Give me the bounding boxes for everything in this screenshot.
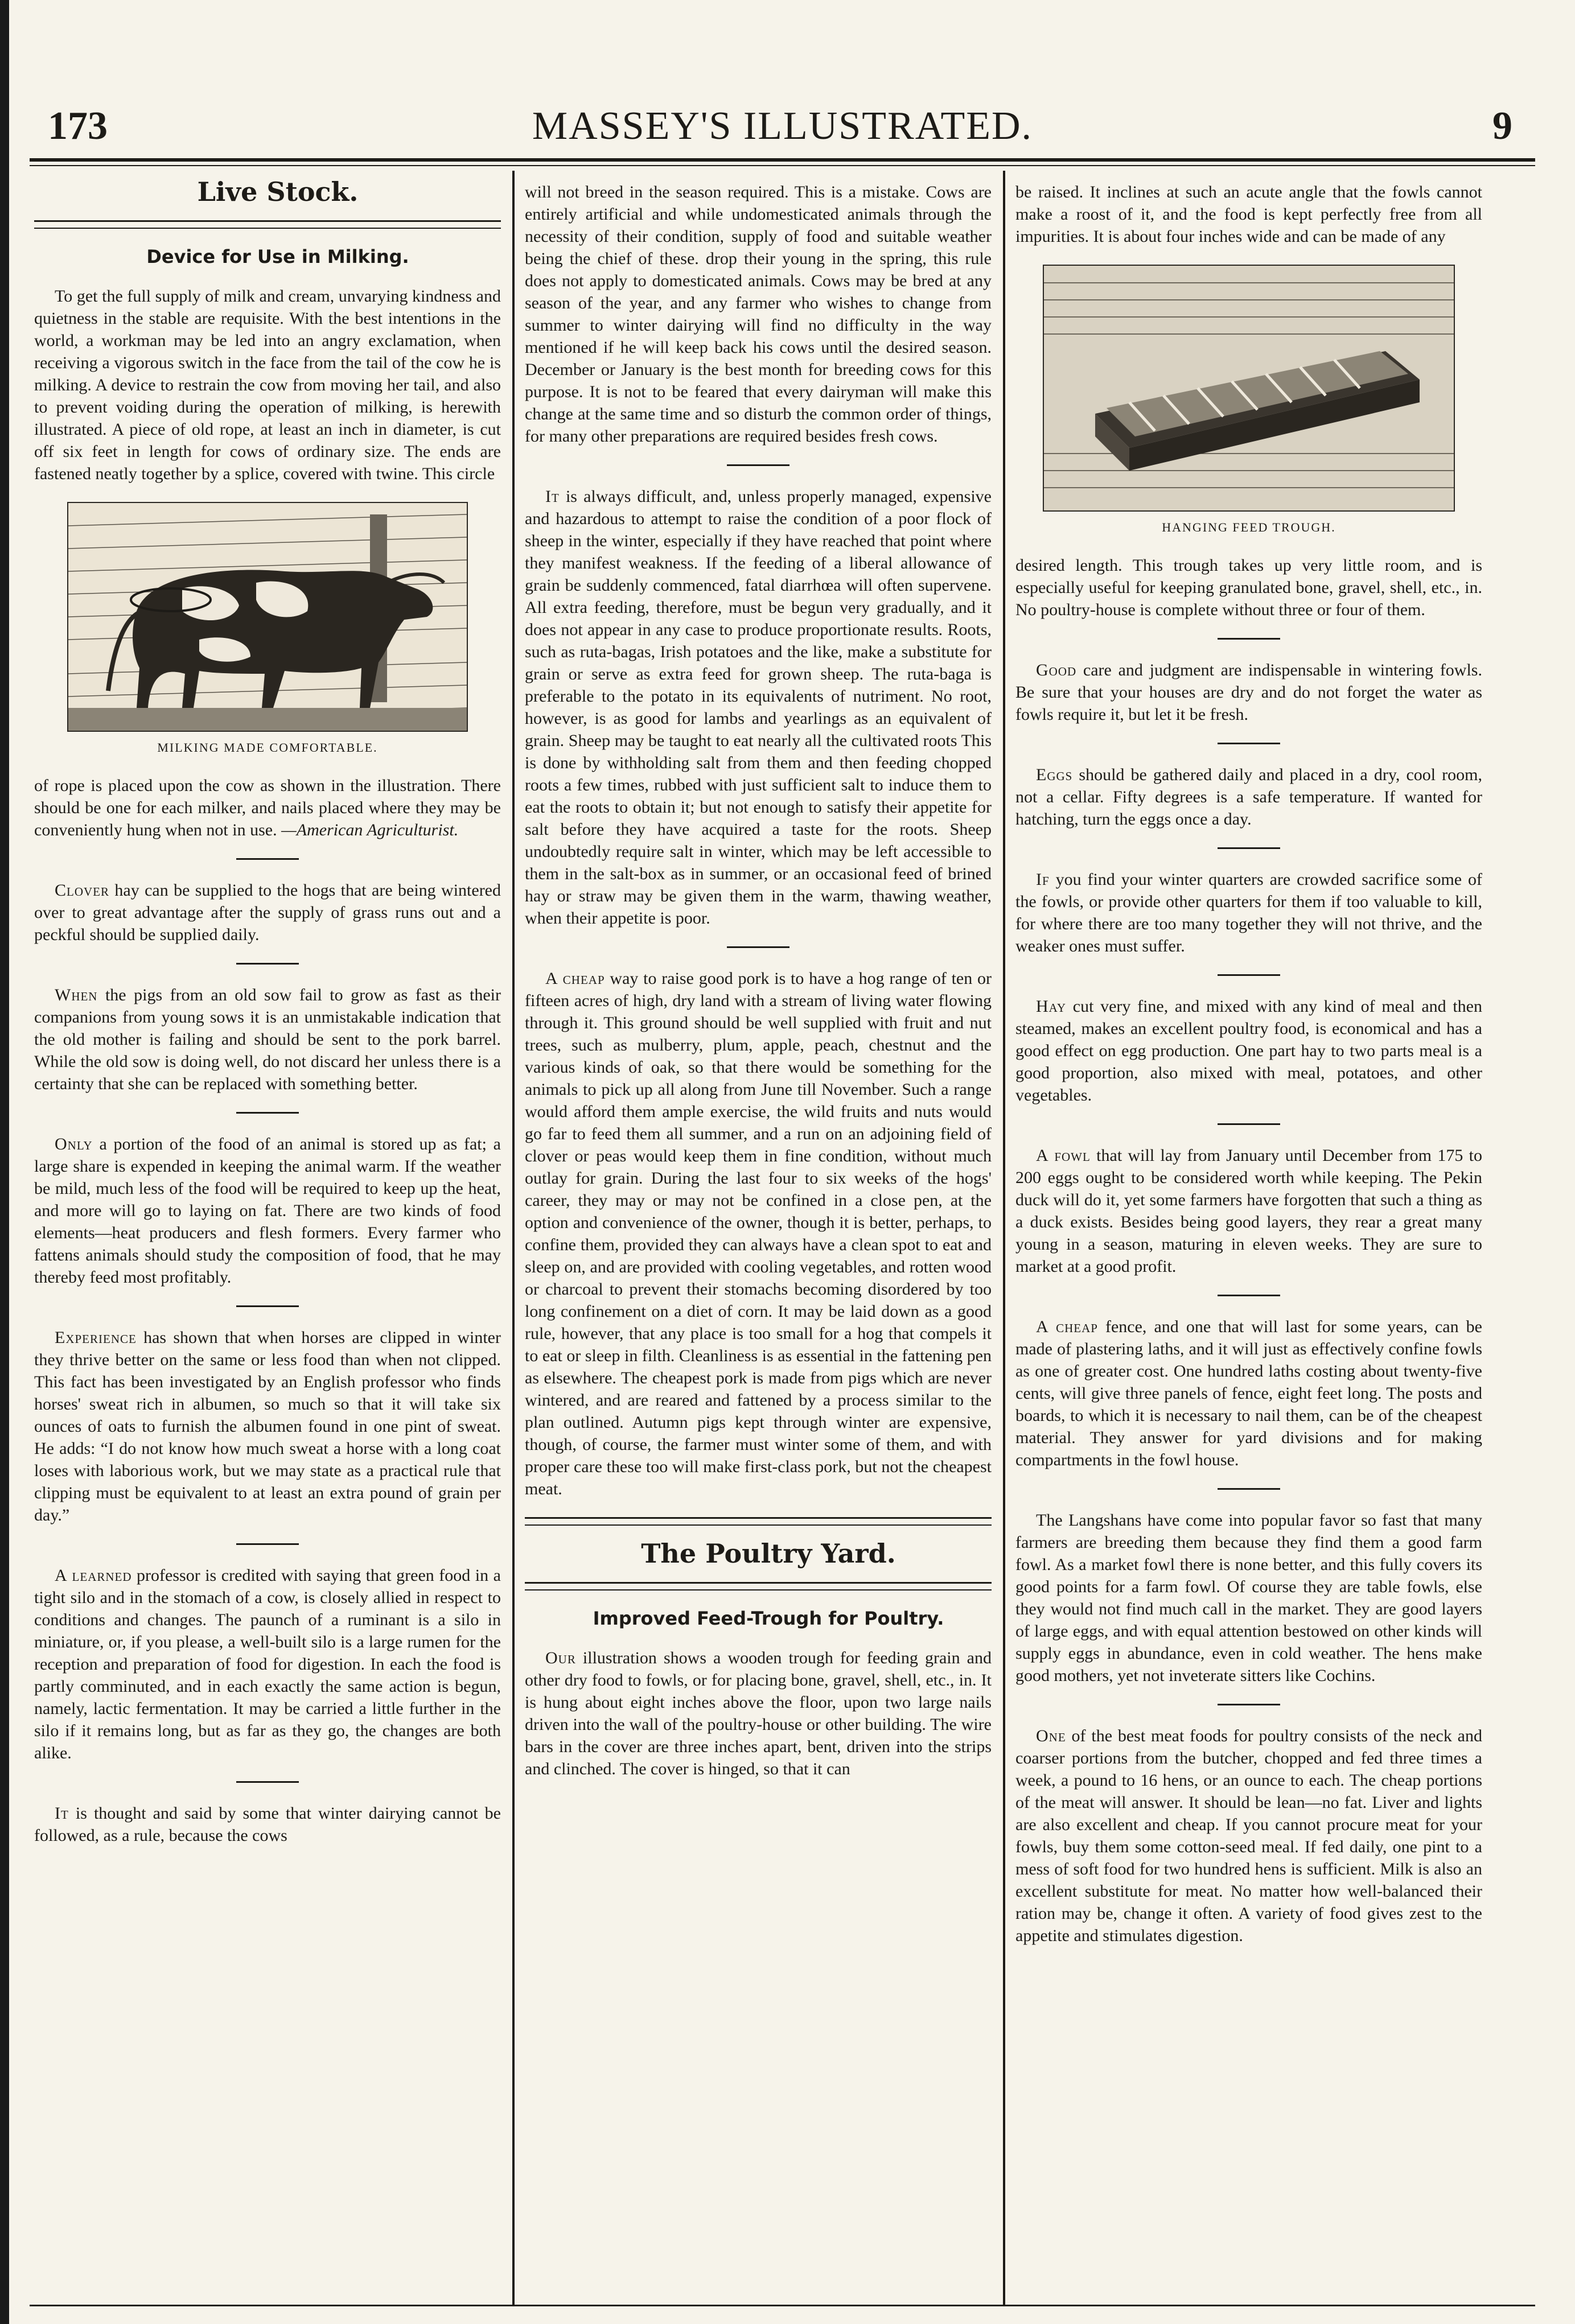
figure-caption-trough: HANGING FEED TROUGH. — [1162, 520, 1336, 534]
trough-illustration — [1043, 265, 1455, 512]
item-text: should be gathered daily and placed in a dry, cool room, not a cellar. Fifty degrees is a safe temperature. If wanted for hatching, turn the eggs once a day. — [1015, 765, 1482, 829]
article-paragraph — [34, 774, 501, 841]
lead-word: Good — [1036, 661, 1077, 679]
item-separator — [1218, 1704, 1280, 1705]
item-separator — [1218, 974, 1280, 976]
paragraph-text: of rope is placed upon the cow as shown in the illustration. There should be one for each milker, and nails placed where they may be conveniently hung when not in use. — [34, 776, 501, 839]
masthead-title: MASSEY'S ILLUSTRATED. — [532, 104, 1033, 148]
item-eggs — [1015, 764, 1482, 830]
item-langshans: The Langshans have come into popular favor so fast that many farmers are breeding them because they find them a good farm fowl. As a market fowl there is none better, and this fully covers its good points for a farm fowl. Of course they are table fowls, else they would not find much call in the market. They are good layers of large eggs, and with equal attention bestowed on other kinds will supply eggs in abundance, even in cold weather. The hens make good mothers, yet not inveterate sitters like Cochins. — [1015, 1511, 1482, 1685]
article-paragraph: To get the full supply of milk and cream, unvarying kindness and quietness in the stable are requisite. With the best intentions in the world, a workman may be led into an angry exclamation, when receiving a vigorous switch in the face from the tail of the cow he is milking. A device to restrain the cow from moving her tail, and also to prevent voiding during the operation of milking, is herewith illustrated. A piece of old rope, at least an inch in diameter, is cut off six feet in length for cows of ordinary size. The ends are fastened neatly together by a splice, covered with twine. This circle — [34, 287, 501, 483]
column-2 — [525, 181, 992, 1797]
item-fowl — [1015, 1144, 1482, 1278]
item-text: cut very fine, and mixed with any kind of meal and then steamed, makes an excellent poultry food, is economical and has a good effect on egg production. One part hay to two parts meal is a good proportion, also mixed with meal, potatoes, and other vegetables. — [1015, 997, 1482, 1105]
lead-word: Hay — [1036, 997, 1067, 1016]
article-head-feed-trough: Improved Feed-Trough for Poultry. — [593, 1608, 944, 1629]
column-divider-1 — [512, 171, 515, 2305]
item-separator — [1218, 847, 1280, 849]
item-separator — [1218, 638, 1280, 640]
lead-word: Eggs — [1036, 765, 1073, 784]
item-separator — [236, 1543, 299, 1545]
item-good — [1015, 659, 1482, 726]
item-text: the pigs from an old sow fail to grow as fast as their companions from young sows it is an unmistakable indication that the old mother is failing and should be sent to the pork barrel. While the old sow is doing well, do not discard her unless there is a certainty that she can be replaced with something better. — [34, 986, 501, 1093]
item-pork — [525, 967, 992, 1500]
page-number-left: 173 — [48, 104, 108, 148]
article-paragraph: be raised. It inclines at such an acute angle that the fowls cannot make a roost of it, and the food is kept perfectly free from all impurities. It is about four inches wide and can be made of any — [1015, 183, 1482, 246]
article-head-milking: Device for Use in Milking. — [146, 246, 409, 267]
item-meat-foods — [1015, 1725, 1482, 1947]
section-rule — [525, 1582, 992, 1590]
lead-word: A fowl — [1036, 1146, 1091, 1165]
item-text: fence, and one that will last for some years, can be made of plastering laths, and it will just as effectively confine fowls as one of greater cost. One hundred laths costing about twenty-five cents, will give three panels of fence, eight feet long. The posts and boards, to which it is necessary to nail them, can be of the cheapest material. They answer for yard divisions and for making compartments in the fowl house. — [1015, 1317, 1482, 1469]
item-text: a portion of the food of an animal is stored up as fat; a large share is expended in keeping the animal warm. If the weather be mild, much less of the food will be required to keep up the heat, and more will go to laying on fat. There are two kinds of food elements—heat producers and flesh formers. Every farmer who fattens animals should study the composition of food, that he may thereby feed most profitably. — [34, 1135, 501, 1287]
item-hay — [1015, 995, 1482, 1106]
item-experience — [34, 1326, 501, 1526]
item-clover — [34, 879, 501, 946]
item-separator — [1218, 1295, 1280, 1296]
lead-word: A learned — [55, 1566, 132, 1585]
article-paragraph: will not breed in the season required. This is a mistake. Cows are entirely artificial and while undomesticated animals through the necessity of their condition, supply of food and suitable weather being the chief of these. drop their young in the spring, this rule does not apply to domesticated animals. Cows may be bred at any season of the year, and any farmer who wishes to change from summer to winter dairying will find no difficulty in the way mentioned if he will keep back his cows until the desired season. December or January is the best month for breeding cows for this purpose. It is not to be feared that every dairyman will make this change at the same time and so disturb the common order of things, for many other preparations are required besides fresh cows. — [525, 183, 992, 446]
page-header — [30, 96, 1535, 153]
lead-word: Only — [55, 1135, 93, 1153]
source-credit: —American Agriculturist. — [281, 821, 459, 839]
column-1 — [34, 176, 501, 1864]
page-number-right: 9 — [1492, 104, 1512, 148]
column-3 — [1015, 181, 1482, 1964]
lead-word: Clover — [55, 881, 110, 900]
item-separator — [1218, 743, 1280, 744]
lead-word: Experience — [55, 1328, 137, 1347]
item-separator — [1218, 1488, 1280, 1490]
item-sheep — [525, 485, 992, 929]
item-winter-dairying — [34, 1802, 501, 1847]
item-separator — [727, 946, 789, 948]
item-text: of the best meat foods for poultry consists of the neck and coarser portions from the butcher, chopped and fed three times a week, a pound to 16 hens, or an ounce to each. The cheap portions of the meat will answer. It should be lean—no fat. Liver and lights are also excellent and cheap. If you cannot procure meat for your fowls, buy them some cotton-seed meal. If fed daily, one pint to a mess of soft food for two hundred hens is sufficient. Milk is also an excellent substitute for meat. No matter how well-balanced their ration may be, change it often. A variety of food gives zest to the appetite and stimulates digestion. — [1015, 1726, 1482, 1945]
lead-word: It — [55, 1804, 69, 1823]
section-rule — [525, 1517, 992, 1526]
item-separator — [236, 858, 299, 860]
lead-word: When — [55, 986, 98, 1004]
item-separator — [236, 963, 299, 965]
item-separator — [727, 464, 789, 466]
section-title-poultry-yard: The Poultry Yard. — [641, 1538, 896, 1569]
item-text: care and judgment are indispensable in wintering fowls. Be sure that your houses are dry and do not forget the water as fowls require it, but let it be fresh. — [1015, 661, 1482, 724]
scan-edge — [0, 0, 9, 2324]
item-text: illustration shows a wooden trough for feeding grain and other dry food to fowls, or for placing bone, gravel, shell, etc., in. It is hung about eight inches above the floor, upon two large nails driven into the wall of the poultry-house or other building. The wire bars in the cover are three inches apart, bent, driven into the strips and clinched. The cover is hinged, so that it can — [525, 1649, 992, 1778]
figure-caption-milking: MILKING MADE COMFORTABLE. — [157, 740, 378, 755]
item-when — [34, 984, 501, 1095]
header-rule-thin — [30, 165, 1535, 166]
item-text: that will lay from January until December from 175 to 200 eggs ought to be considered worth while keeping. The Pekin duck will do it, yet some farmers have forgotten that such a thing as a duck exists. Besides being good layers, they rear a great many young in a season, maturing in eleven weeks. They are sure to market at a good profit. — [1015, 1146, 1482, 1276]
item-separator — [236, 1781, 299, 1783]
lead-word: A cheap — [545, 969, 605, 988]
header-rule — [30, 158, 1535, 162]
article-paragraph: desired length. This trough takes up very little room, and is especially useful for keeping granulated bone, gravel, shell, etc., in. No poultry-house is complete without three or four of them. — [1015, 556, 1482, 619]
column-divider-2 — [1003, 171, 1005, 2305]
section-rule — [34, 220, 501, 229]
item-text: professor is credited with saying that green food in a tight silo and in the stomach of a cow, is closely allied in respect to conditions and changes. The paunch of a ruminant is a silo in miniature, or, if you please, a well-built silo is a large rumen for the reception and preparation of food for digestion. In each the food is partly comminuted, and in each exactly the same action is begun, namely, lactic fermentation. It may be carried a little further in the silo if it remains long, but as far as they go, the changes are both alike. — [34, 1566, 501, 1762]
footer-rule — [30, 2305, 1535, 2306]
lead-word: Our — [545, 1649, 576, 1667]
item-text: is thought and said by some that winter dairying cannot be followed, as a rule, because the cows — [34, 1804, 501, 1845]
item-learned — [34, 1564, 501, 1764]
item-fence — [1015, 1316, 1482, 1471]
item-text: is always difficult, and, unless properly managed, expensive and hazardous to attempt to raise the condition of a poor flock of sheep in the winter, especially if they have reached that point where they manifest weakness. If the feeding of a liberal allowance of grain be suddenly commenced, fatal diarrhœa will often supervene. All extra feeding, therefore, must be begun very gradually, and it does not appear in any case to produce proportionate results. Roots, such as ruta-bagas, Irish potatoes and the like, make a substitute for grain or serve as extra feed for grown sheep. The ruta-baga is preferable to the potato in its equivalents of nutriment. No root, however, is as good for lambs and yearlings as an equivalent of grain. Sheep may be taught to eat nearly all the cultivated roots This is done by withholding salt from them and then feeding chopped roots a few times, rubbed with just sufficient salt to induce them to eat the roots to obtain it; but not enough to satisfy their appetite for salt before they have acquired a taste for the roots. Sheep undoubtedly require salt in winter, which may be left accessible to them in the salt-box as in summer, or an occasional feed of brined hay or straw may be given them in the warm, thawing weather, when their appetite is poor. — [525, 487, 992, 928]
item-text: hay can be supplied to the hogs that are being wintered over to great advantage after the supply of grass runs out and a peckful should be supplied daily. — [34, 881, 501, 944]
cow-engraving — [68, 503, 467, 731]
lead-word: If — [1036, 870, 1050, 889]
item-separator — [236, 1305, 299, 1307]
item-trough — [525, 1647, 992, 1780]
lead-word: It — [545, 487, 560, 506]
item-if — [1015, 868, 1482, 957]
item-text: you find your winter quarters are crowded sacrifice some of the fowls, or provide other quarters for them if too valuable to kill, for where there are too many together they will not thrive, and the weaker ones must suffer. — [1015, 870, 1482, 955]
item-separator — [236, 1112, 299, 1114]
lead-word: One — [1036, 1726, 1066, 1745]
feed-trough-engraving — [1044, 266, 1454, 510]
milking-illustration — [67, 502, 468, 732]
item-text: has shown that when horses are clipped in winter they thrive better on the same or less food than when not clipped. This fact has been investigated by an English professor who finds horses' sweat rich in albumen, so much so that it will take six ounces of oats to furnish the albumen found in one pint of sweat. He adds: “I do not know how much sweat a horse with a long coat loses with laborious work, but we may state as a practical rule that clipping must be equivalent to at least an extra pound of grain per day.” — [34, 1328, 501, 1524]
item-only — [34, 1133, 501, 1288]
lead-word: A cheap — [1036, 1317, 1098, 1336]
item-separator — [1218, 1123, 1280, 1125]
item-text: way to raise good pork is to have a hog range of ten or fifteen acres of high, dry land with a stream of living water flowing through it. This ground should be well supplied with fruit and nut trees, such as mulberry, plum, apple, peach, chestnut and the various kinds of oak, so that there would be something for the animals to pick up all along from June till November. Such a range would afford them ample exercise, the wild fruits and nuts would go far to feed them all summer, and a run on an adjoining field of clover or peas would keep them in fine condition, without much outlay for grain. During the last four to six weeks of the hogs' career, they may or may not be confined in a close pen, at the option and convenience of the owner, though it is better, perhaps, to confine them, provided they can always have a clean spot to eat and sleep on, and are provided with cooling vegetables, and rotten wood or charcoal to prevent their stomachs becoming disordered by too long confinement on a diet of corn. It may be laid down as a good rule, however, that any place is too small for a hog that compels it to eat or sleep in filth. Cleanliness is as essential in the fattening pen as elsewhere. The cheapest pork is made from pigs which are never wintered, and are reared and fattened by a process similar to the plan outlined. Autumn pigs kept through winter are expensive, though, of course, the farmer must winter some of them, and with proper care these too will make first-class pork, but not the cheapest meat. — [525, 969, 992, 1498]
section-title-live-stock: Live Stock. — [197, 176, 359, 207]
